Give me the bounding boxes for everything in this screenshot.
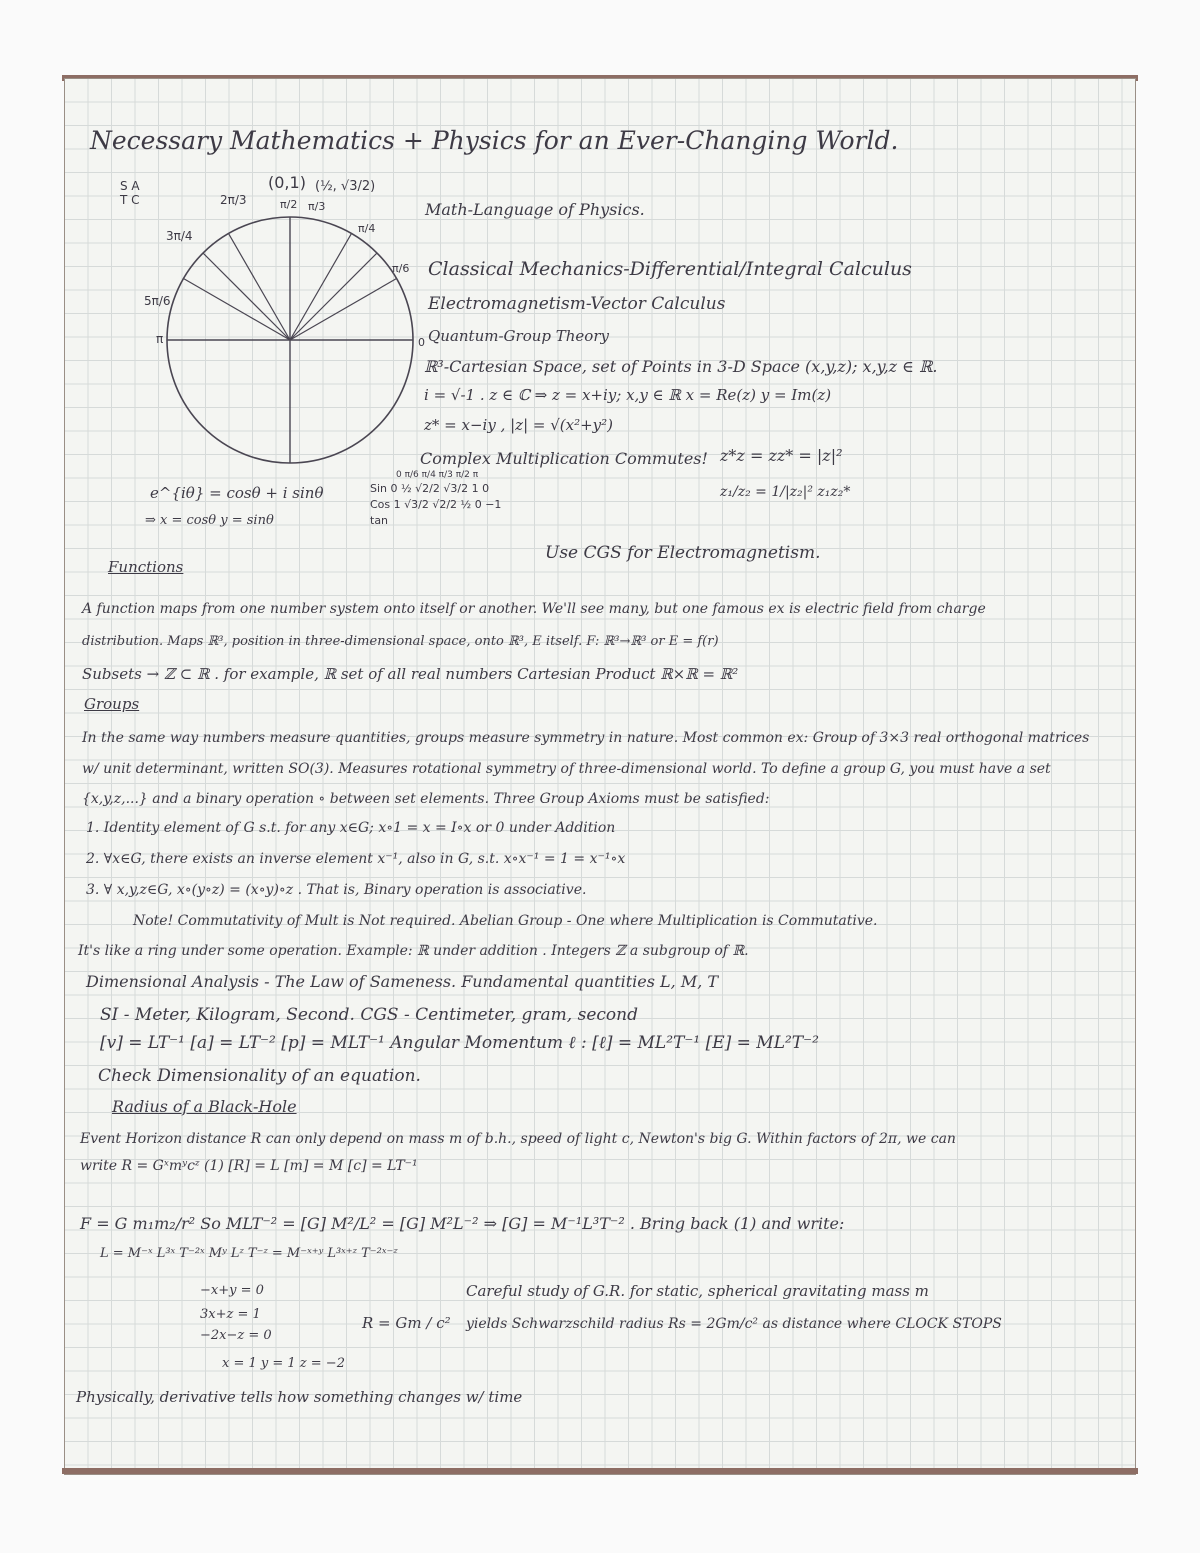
- label-top-point: (0,1): [268, 173, 306, 192]
- page-title: Necessary Mathematics + Physics for an Ever-Changing World.: [90, 126, 899, 155]
- groups-note-abelian: Note! Commutativity of Mult is Not required. Abelian Group - One where Multiplication is Commutative.: [133, 913, 878, 929]
- black-hole-heading: Radius of a Black-Hole: [112, 1097, 297, 1116]
- label-pi6: π/6: [392, 262, 410, 275]
- dimensional-heading-line: Dimensional Analysis - The Law of Sameness. Fundamental quantities L, M, T: [86, 972, 719, 991]
- note-complex-numbers: i = √-1 . z ∈ ℂ ⇒ z = x+iy; x,y ∈ ℝ x = Re(z) y = Im(z): [424, 386, 832, 404]
- note-complex-commutes: Complex Multiplication Commutes!: [420, 449, 708, 468]
- functions-line-1: A function maps from one number system onto itself or another. We'll see many, but one famous ex is electric field from charge: [82, 601, 986, 617]
- label-pi2: π/2: [280, 198, 298, 211]
- groups-line-1: In the same way numbers measure quantities, groups measure symmetry in nature. Most common ex: Group of 3×3 real orthogonal matrices: [82, 730, 1090, 746]
- label-pi3: π/3: [308, 200, 326, 213]
- dimension-formulas: [v] = LT⁻¹ [a] = LT⁻² [p] = MLT⁻¹ Angular Momentum ℓ : [ℓ] = ML²T⁻¹ [E] = ML²T⁻²: [100, 1033, 819, 1053]
- label-zero: 0: [418, 336, 425, 349]
- unit-circle-spoke: [290, 253, 377, 340]
- note-classical-mechanics: Classical Mechanics-Differential/Integral Calculus: [428, 258, 912, 280]
- black-hole-line-1: Event Horizon distance R can only depend on mass m of b.h., speed of light c, Newton's big G. Within factors of 2π, we can: [80, 1131, 956, 1147]
- radius-result: R = Gm / c²: [362, 1314, 451, 1332]
- note-math-language: Math-Language of Physics.: [425, 200, 645, 219]
- label-pi: π: [156, 332, 164, 346]
- note-quantum: Quantum-Group Theory: [428, 327, 609, 345]
- unit-circle-spoke: [229, 233, 291, 340]
- footer-derivative-note: Physically, derivative tells how something changes w/ time: [76, 1388, 523, 1406]
- groups-ring-example: It's like a ring under some operation. Example: ℝ under addition . Integers ℤ a subgroup of ℝ.: [78, 943, 749, 959]
- euler-formula: e^{iθ} = cosθ + i sinθ: [150, 484, 324, 502]
- group-axiom-2: 2. ∀x∈G, there exists an inverse element x⁻¹, also in G, s.t. x∘x⁻¹ = 1 = x⁻¹∘x: [86, 851, 626, 867]
- label-pi4: π/4: [358, 222, 376, 235]
- group-axiom-1: 1. Identity element of G s.t. for any x∈G; x∘1 = x = I∘x or 0 under Addition: [86, 820, 616, 836]
- gr-note-line-2: yields Schwarzschild radius Rs = 2Gm/c² as distance where CLOCK STOPS: [466, 1316, 1002, 1332]
- unit-circle-spoke: [203, 253, 290, 340]
- functions-heading: Functions: [108, 558, 184, 576]
- unit-systems: SI - Meter, Kilogram, Second. CGS - Centimeter, gram, second: [100, 1005, 638, 1025]
- label-3pi4: 3π/4: [166, 229, 193, 243]
- system-eq-2: 3x+z = 1: [200, 1307, 261, 1322]
- system-solution: x = 1 y = 1 z = −2: [222, 1356, 345, 1371]
- unit-circle-spoke: [290, 233, 352, 340]
- system-eq-3: −2x−z = 0: [200, 1328, 272, 1343]
- groups-heading: Groups: [84, 695, 140, 713]
- unit-circle-spoke: [290, 279, 397, 341]
- note-electromagnetism: Electromagnetism-Vector Calculus: [428, 294, 726, 314]
- groups-line-2: w/ unit determinant, written SO(3). Measures rotational symmetry of three-dimensional world. To define a group G, you must have a set: [82, 761, 1051, 777]
- label-pi3-point: (½, √3/2): [315, 179, 376, 194]
- label-5pi6: 5π/6: [144, 294, 171, 308]
- quadrant-mnemonic-bottom: T C: [120, 193, 140, 207]
- label-2pi3: 2π/3: [220, 193, 247, 207]
- functions-line-3: Subsets → ℤ ⊂ ℝ . for example, ℝ set of all real numbers Cartesian Product ℝ×ℝ = ℝ²: [82, 665, 739, 683]
- check-dimensionality: Check Dimensionality of an equation.: [98, 1066, 421, 1086]
- trig-table-cos: Cos 1 √3/2 √2/2 ½ 0 −1: [370, 498, 502, 511]
- note-modulus-identity: z*z = zz* = |z|²: [720, 446, 843, 465]
- dimension-expansion: L = M⁻ˣ L³ˣ T⁻²ˣ Mʸ Lᶻ T⁻ᶻ = M⁻ˣ⁺ʸ L³ˣ⁺ᶻ T⁻²ˣ⁻ᶻ: [100, 1246, 398, 1261]
- unit-circle-spoke: [183, 279, 290, 341]
- groups-line-3: {x,y,z,...} and a binary operation ∘ between set elements. Three Group Axioms must be satisfied:: [82, 791, 770, 807]
- system-eq-1: −x+y = 0: [200, 1283, 264, 1298]
- gr-note-line-1: Careful study of G.R. for static, spherical gravitating mass m: [466, 1282, 929, 1300]
- functions-line-2: distribution. Maps ℝ³, position in three-dimensional space, onto ℝ³, E itself. F: ℝ³→ℝ³ or E = f(r): [82, 634, 719, 649]
- trig-table-sin: Sin 0 ½ √2/2 √3/2 1 0: [370, 482, 490, 495]
- cgs-note: Use CGS for Electromagnetism.: [545, 543, 821, 563]
- group-axiom-3: 3. ∀ x,y,z∈G, x∘(y∘z) = (x∘y)∘z . That is, Binary operation is associative.: [86, 882, 587, 898]
- unit-circle-diagram: [120, 160, 425, 490]
- gravity-dimensions: F = G m₁m₂/r² So MLT⁻² = [G] M²/L² = [G] M²L⁻² ⇒ [G] = M⁻¹L³T⁻² . Bring back (1) and write:: [80, 1214, 845, 1233]
- note-cartesian-space: ℝ³-Cartesian Space, set of Points in 3-D Space (x,y,z); x,y,z ∈ ℝ.: [424, 357, 938, 376]
- black-hole-line-2: write R = Gˣmʸcᶻ (1) [R] = L [m] = M [c] = LT⁻¹: [80, 1158, 418, 1174]
- note-complex-division: z₁/z₂ = 1/|z₂|² z₁z₂*: [720, 484, 851, 500]
- quadrant-mnemonic-top: S A: [120, 179, 140, 193]
- note-conjugate: z* = x−iy , |z| = √(x²+y²): [424, 416, 614, 434]
- trig-table-header: 0 π/6 π/4 π/3 π/2 π: [396, 470, 479, 480]
- euler-consequence: ⇒ x = cosθ y = sinθ: [145, 513, 274, 528]
- bottom-border: [62, 1468, 1138, 1474]
- trig-table-tan: tan: [370, 514, 389, 527]
